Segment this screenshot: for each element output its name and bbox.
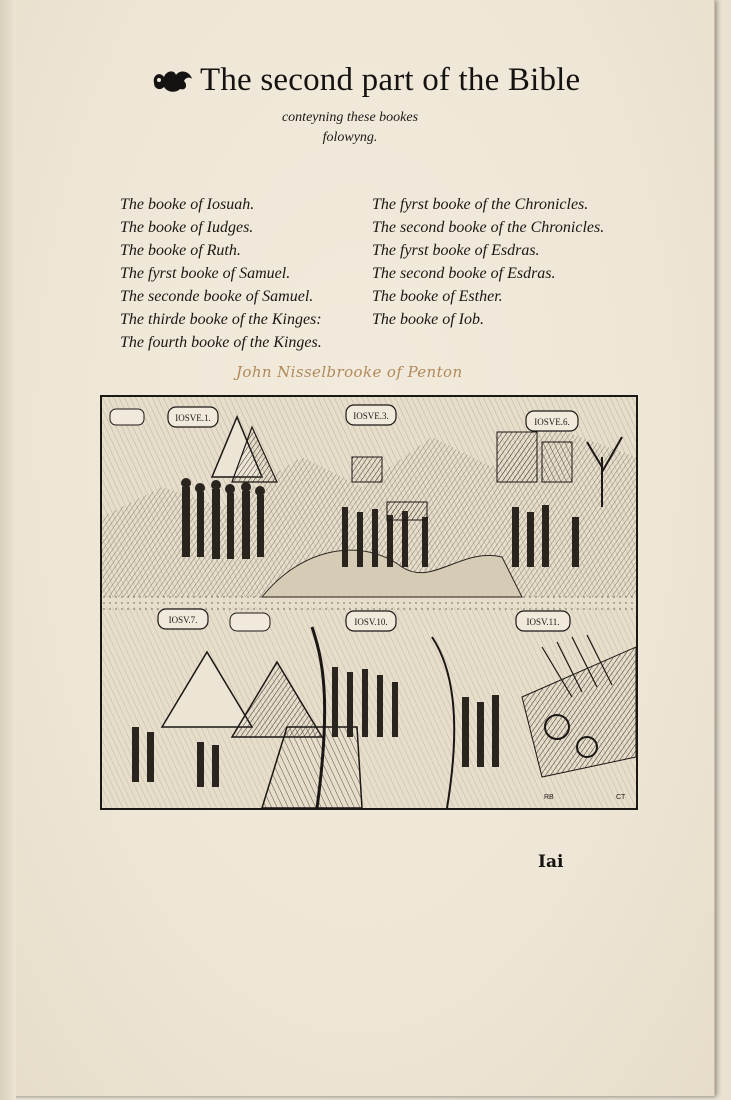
book-entry: The thirde booke of the Kinges: xyxy=(120,311,322,328)
cartouche xyxy=(168,407,218,427)
woodcut-illustration xyxy=(100,395,638,810)
page-gutter xyxy=(0,0,16,1100)
cartouche-label: IOSVE.1. xyxy=(175,413,211,423)
decorative-cartouche xyxy=(110,409,144,425)
book-entry: The fyrst booke of the Chronicles. xyxy=(372,196,589,213)
book-entry: The fyrst booke of Esdras. xyxy=(372,242,540,259)
cartouche-label: IOSVE.3. xyxy=(353,411,389,421)
cartouche xyxy=(526,411,578,431)
cartouche-label: IOSV.7. xyxy=(168,615,198,625)
cartouche-label: IOSV.10. xyxy=(354,617,388,627)
subtitle-line-1: conteyning these bookes xyxy=(281,110,419,125)
book-entry: The second booke of Esdras. xyxy=(372,265,556,282)
cartouche-label: IOSV.11. xyxy=(526,617,560,627)
book-entry: The fourth booke of the Kinges. xyxy=(120,334,322,351)
cartouche xyxy=(346,405,396,425)
book-entry: The booke of Iob. xyxy=(372,311,484,328)
monogram-label: RB xyxy=(544,794,554,801)
cartouche-label: IOSVE.6. xyxy=(534,417,570,427)
ownership-signature: John Nisselbrooke of Penton xyxy=(236,363,463,381)
book-entry: The booke of Iudges. xyxy=(120,219,254,236)
fleuron-ornament-icon xyxy=(150,65,196,95)
woodcut-scene xyxy=(102,397,636,808)
cartouche xyxy=(158,609,208,629)
title-block xyxy=(150,58,590,102)
decorative-cartouche xyxy=(230,613,270,631)
page-title: The second part of the Bible xyxy=(200,61,581,98)
monogram-label: CT xyxy=(616,794,626,801)
cartouche xyxy=(346,611,396,631)
book-entry: The seconde booke of Samuel. xyxy=(120,288,314,305)
book-entry: The booke of Esther. xyxy=(372,288,503,305)
book-list-right xyxy=(372,193,604,331)
cartouche xyxy=(516,611,570,631)
book-entry: The second booke of the Chronicles. xyxy=(372,219,605,236)
catchword: Iai xyxy=(538,852,564,872)
book-entry: The booke of Iosuah. xyxy=(120,196,255,213)
book-list-left xyxy=(120,193,322,354)
book-entry: The booke of Ruth. xyxy=(120,242,241,259)
subtitle-line-2: folowyng. xyxy=(322,130,378,145)
book-entry: The fyrst booke of Samuel. xyxy=(120,265,291,282)
